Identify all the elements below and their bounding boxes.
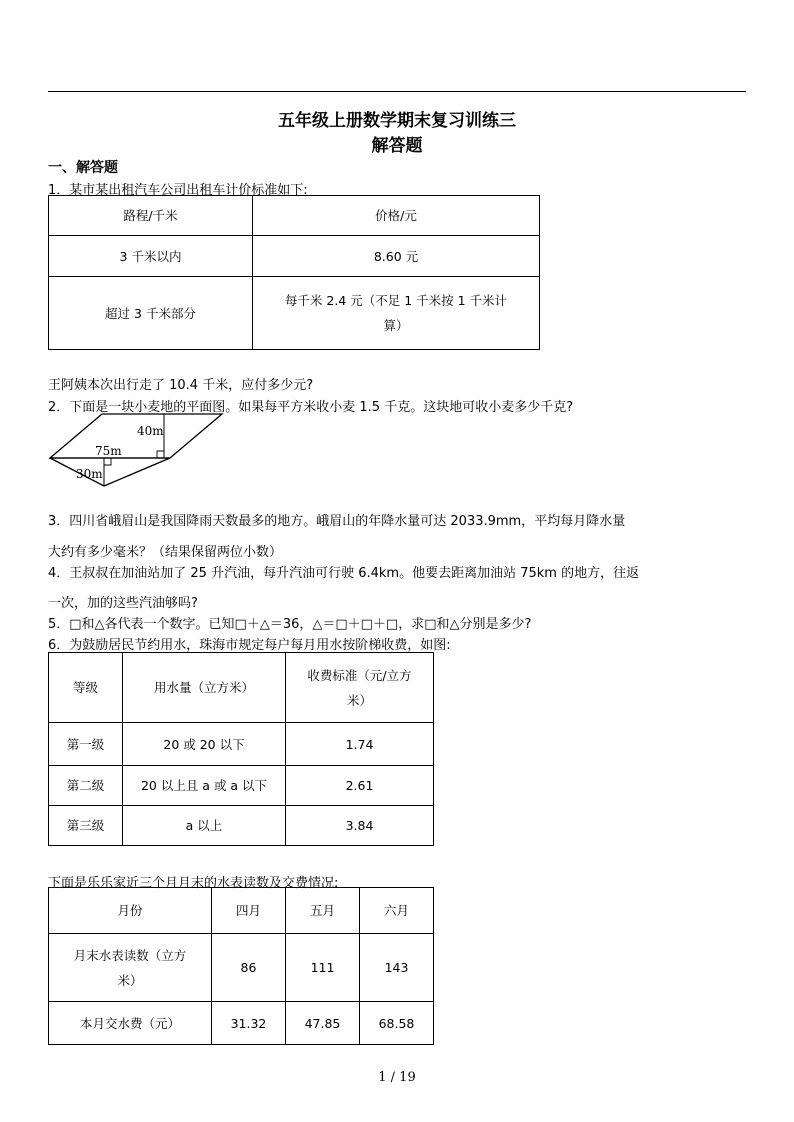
q3-line1: 3．四川省峨眉山是我国降雨天数最多的地方。峨眉山的年降水量可达 2033.9mm，平均每月降水量 [48, 514, 626, 529]
table-cell: 111 [286, 934, 360, 1002]
table-cell: a 以上 [123, 806, 286, 846]
right-angle-mark [104, 458, 111, 465]
q6-meter-table [48, 887, 434, 1045]
table-cell: 1.74 [286, 723, 434, 766]
table-cell: 第三级 [49, 806, 123, 846]
table-header: 等级 [49, 653, 123, 723]
page-title: 五年级上册数学期末复习训练三 [278, 111, 516, 131]
table-header: 月份 [49, 888, 212, 934]
table-cell: 第二级 [49, 766, 123, 806]
table-row [49, 236, 540, 277]
table-row [49, 934, 434, 1002]
table-row [49, 806, 434, 846]
table-cell: 143 [360, 934, 434, 1002]
q5-text: 5．□和△各代表一个数字。已知□＋△＝36，△＝□＋□＋□，求□和△分别是多少? [48, 617, 532, 632]
q1-fare-table [48, 195, 540, 350]
section-heading: 一、解答题 [48, 160, 118, 176]
table-header: 价格/元 [253, 196, 540, 236]
cell-line: 每千米 2.4 元（不足 1 千米按 1 千米计 [284, 293, 508, 308]
table-cell: 3.84 [286, 806, 434, 846]
table-cell: 86 [212, 934, 286, 1002]
table-cell: 20 以上且 a 或 a 以下 [123, 766, 286, 806]
table-header [286, 653, 434, 723]
table-row [49, 277, 540, 350]
table-cell: 本月交水费（元） [49, 1002, 212, 1045]
table-header: 五月 [286, 888, 360, 934]
triangle-outline [50, 458, 170, 486]
q2-wheat-field-diagram [44, 410, 230, 492]
table-cell [49, 934, 212, 1002]
label-30m: 30m [76, 467, 103, 481]
table-header: 用水量（立方米） [123, 653, 286, 723]
parallelogram-outline [50, 414, 222, 458]
table-row [49, 1002, 434, 1045]
q1-text: 1．某市某出租汽车公司出租车计价标准如下: [48, 183, 308, 198]
q4-line2: 一次，加的这些汽油够吗? [48, 596, 198, 611]
right-angle-mark [157, 451, 164, 458]
table-header: 路程/千米 [49, 196, 253, 236]
q6-text2: 下面是乐乐家近三个月月末的水表读数及交费情况: [48, 876, 339, 891]
table-row [49, 766, 434, 806]
table-cell: 3 千米以内 [49, 236, 253, 277]
table-cell [253, 277, 540, 350]
table-cell: 68.58 [360, 1002, 434, 1045]
cell-line: 收费标准（元/立方 [307, 667, 412, 683]
table-cell: 31.32 [212, 1002, 286, 1045]
page-number: 1 / 19 [378, 1070, 416, 1085]
q6-water-rate-table [48, 652, 434, 846]
table-cell: 8.60 元 [253, 236, 540, 277]
table-row [49, 723, 434, 766]
table-row [49, 196, 540, 236]
cell-line: 米） [346, 692, 372, 708]
header-rule [48, 91, 746, 92]
q2-text: 2．下面是一块小麦地的平面图。如果每平方米收小麦 1.5 千克。这块地可收小麦多少千克? [48, 400, 574, 415]
q6-text: 6．为鼓励居民节约用水，珠海市规定每户每月用水按阶梯收费，如图: [48, 638, 451, 653]
table-header: 四月 [212, 888, 286, 934]
cell-line: 算） [383, 318, 409, 333]
table-cell: 超过 3 千米部分 [49, 277, 253, 350]
table-row [49, 653, 434, 723]
table-row [49, 888, 434, 934]
q1-question: 王阿姨本次出行走了 10.4 千米，应付多少元? [48, 378, 314, 393]
cell-line: 月末水表读数（立方 [73, 947, 187, 963]
table-cell: 20 或 20 以下 [123, 723, 286, 766]
q4-line1: 4．王叔叔在加油站加了 25 升汽油，每升汽油可行驶 6.4km。他要去距离加油站 75km 的地方，往返 [48, 566, 640, 581]
q3-line2: 大约有多少毫米？（结果保留两位小数） [48, 545, 283, 560]
table-cell: 第一级 [49, 723, 123, 766]
page-subtitle: 解答题 [371, 136, 423, 156]
table-cell: 2.61 [286, 766, 434, 806]
cell-line: 米） [117, 972, 143, 988]
label-75m: 75m [95, 444, 122, 458]
table-header: 六月 [360, 888, 434, 934]
table-cell: 47.85 [286, 1002, 360, 1045]
label-40m: 40m [137, 424, 164, 438]
